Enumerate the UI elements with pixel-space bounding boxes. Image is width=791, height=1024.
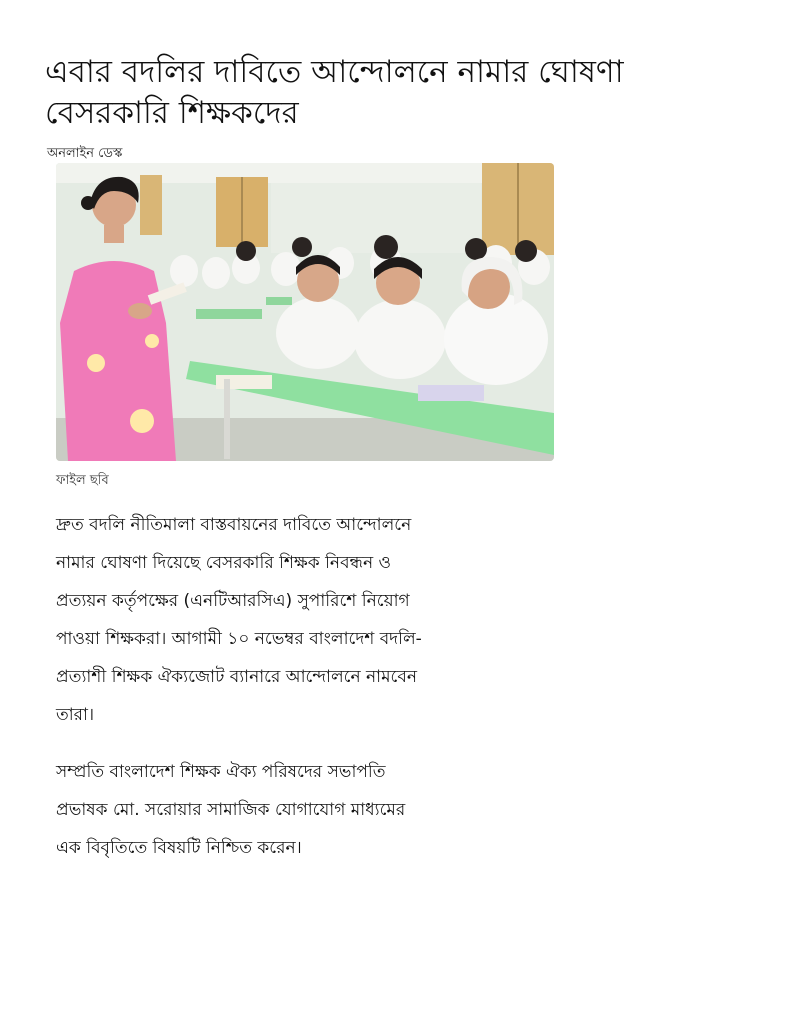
article-photo — [56, 163, 554, 461]
classroom-photo-illustration — [56, 163, 554, 461]
byline: অনলাইন ডেস্ক — [47, 146, 123, 161]
headline-line-1: এবার বদলির দাবিতে আন্দোলনে নামার ঘোষণা — [45, 54, 624, 90]
body-paragraph-2: সম্প্রতি বাংলাদেশ শিক্ষক ঐক্য পরিষদের সভাপতি প্রভাষক মো. সরোয়ার সামাজিক যোগাযোগ মাধ্যমের এক বিবৃতিতে বিষয়টি নিশ্চিত করেন। — [56, 762, 406, 858]
photo-caption: ফাইল ছবি — [56, 473, 109, 488]
article-body — [56, 506, 426, 886]
headline-line-2: বেসরকারি শিক্ষকদের — [45, 95, 299, 131]
article-headline — [45, 52, 745, 134]
body-paragraph-1: দ্রুত বদলি নীতিমালা বাস্তবায়নের দাবিতে আন্দোলনে নামার ঘোষণা দিয়েছে বেসরকারি শিক্ষক নিবন্ধন ও প্রত্যয়ন কর্তৃপক্ষের (এনটিআরসিএ) সুপারিশে নিয়োগ পাওয়া শিক্ষকরা। আগামী ১০ নভেম্বর বাংলাদেশ বদলি-প্রত্যাশী শিক্ষক ঐক্যজোট ব্যানারে আন্দোলনে নামবেন তারা। — [56, 515, 422, 725]
